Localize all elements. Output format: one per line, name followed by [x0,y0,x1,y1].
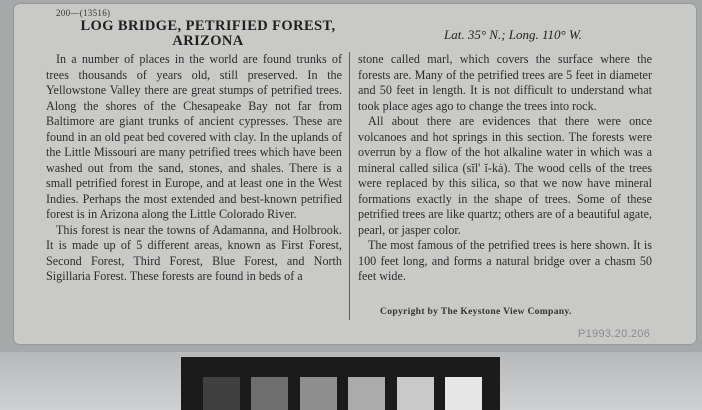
catalog-number: 200—(13516) [56,8,111,18]
paragraph: In a number of places in the world are found trunks of trees thousands of years old, still preserved. In the Yellowstone Valley there are great stumps of petrified trees. Along the shores of the Chesapeake Bay not far from Baltimore are giant trunks of ancient cypresses. These are found in an old peat bed covered with clay. In the uplands of the Little Missouri are many petrified trees which have been washed out from the sand, stones, and shales. There is a small petrified forest in Europe, and at least one in the West Indies. Perhaps the most extended and best-known petrified forest is in Arizona along the Little Colorado River. [46,52,342,221]
gray-patch [251,377,288,410]
gray-patch [397,377,434,410]
paragraph: stone called marl, which covers the surface where the forests are. Many of the petrified trees are 5 feet in diameter and 50 feet in length. It is not difficult to understand what took place ages ago to change the trees into rock. [358,52,652,113]
gray-patch [300,377,337,410]
right-text-column [358,52,652,285]
paragraph: All about there are evidences that there were once volcanoes and hot springs in this section. The forests were overrun by a flow of the hot alkaline water in which was a mineral called silica (sĭl' ĭ-kȧ). The wood cells of the trees were replaced by this silica, so that we now have mineral formations exactly in the shape of trees. Some of these petrified trees are like quartz; others are of a beautiful agate, pearl, or jasper color. [358,114,652,237]
gray-scale-target [181,357,500,410]
gray-patch [445,377,482,410]
title-line-1: LOG BRIDGE, PETRIFIED FOREST, [80,18,336,34]
title-line-2: ARIZONA [172,33,244,49]
copyright-line: Copyright by The Keystone View Company. [380,306,572,317]
gray-patch [203,377,240,410]
paragraph: The most famous of the petrified trees is here shown. It is 100 feet long, and forms a natural bridge over a chasm 50 feet wide. [358,238,652,283]
card-title [58,19,358,49]
lat-long: Lat. 35° N.; Long. 110° W. [444,27,582,42]
accession-number: P1993.20.206 [578,328,651,340]
column-divider [349,52,350,320]
paragraph: This forest is near the towns of Adamanna, and Holbrook. It is made up of 5 different areas, known as First Forest, Second Forest, Third Forest, Blue Forest, and North Sigillaria Forest. These forests are found in beds of a [46,222,342,283]
left-text-column [46,52,342,285]
gray-patch [348,377,385,410]
